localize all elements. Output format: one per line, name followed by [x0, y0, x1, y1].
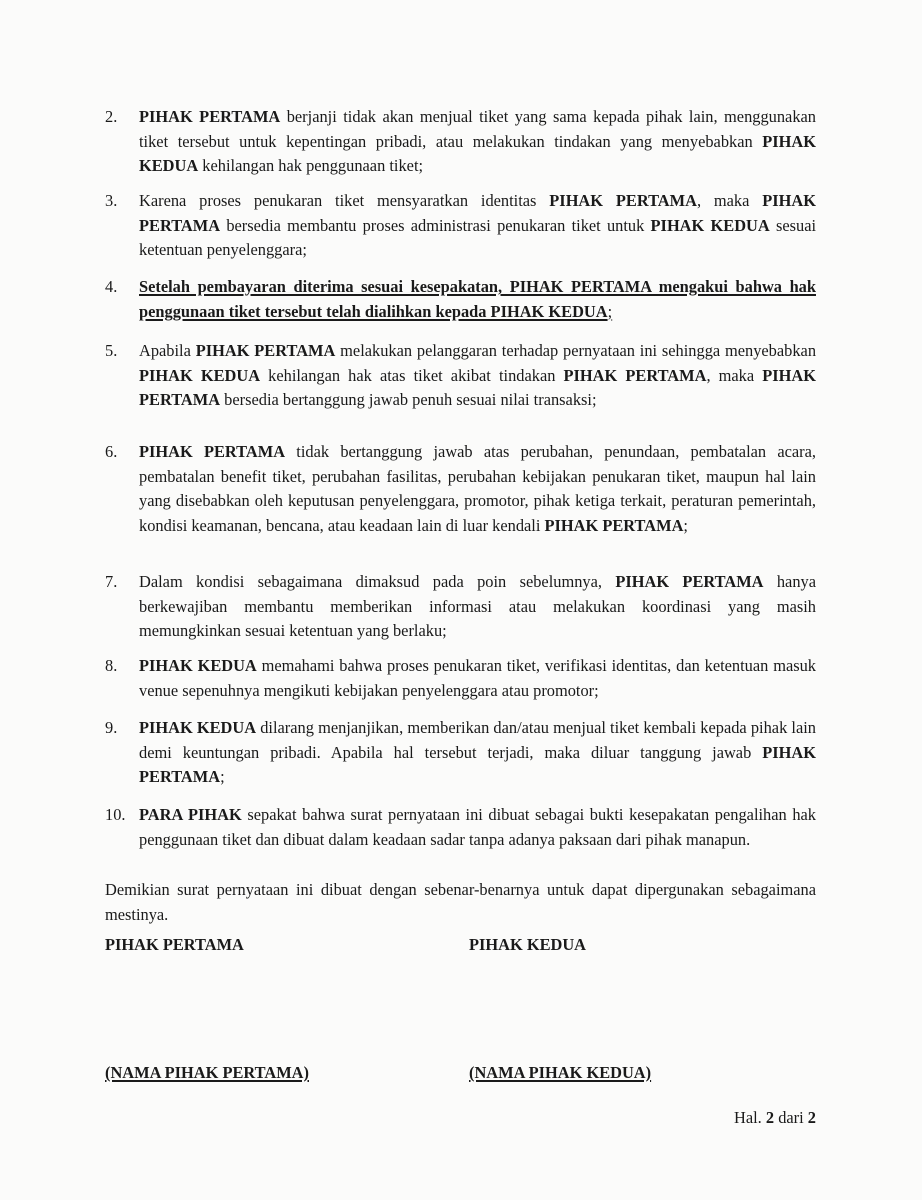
clause-bold-text: PIHAK PERTAMA — [563, 365, 707, 385]
clause-item — [105, 654, 816, 703]
clause-item — [105, 570, 816, 644]
page-prefix: Hal. — [734, 1108, 762, 1127]
clause-text — [139, 716, 816, 790]
clause-plain-text: memahami bahwa proses penukaran tiket, verifikasi identitas, dan ketentuan masuk venue sepenuhnya mengikuti kebijakan penyelenggara atau promotor; — [139, 656, 816, 700]
second-party-name: (NAMA PIHAK KEDUA) — [469, 1063, 652, 1082]
clause-text — [139, 275, 816, 324]
clause-plain-text: hanya berkewajiban membantu memberikan informasi atau melakukan koordinasi yang masih memungkinkan sesuai ketentuan yang berlaku; — [139, 572, 816, 640]
clause-text — [139, 654, 816, 703]
clause-bold-text: PIHAK PERTAMA — [195, 341, 336, 360]
clause-bold-text: PIHAK PERTAMA — [139, 442, 286, 461]
second-party-label: PIHAK KEDUA — [469, 935, 587, 954]
clause-number: 6. — [105, 442, 118, 461]
page-total: 2 — [807, 1108, 816, 1127]
clause-item — [105, 440, 816, 538]
clause-plain-text: bersedia bertanggung jawab penuh sesuai nilai transaksi; — [220, 390, 597, 409]
clause-bold-text: PIHAK PERTAMA — [139, 365, 816, 409]
clause-number: 4. — [105, 277, 118, 296]
first-party-name: (NAMA PIHAK PERTAMA) — [105, 1063, 309, 1082]
clause-text — [139, 803, 816, 852]
clause-plain-text: Dalam kondisi sebagaimana dimaksud pada poin sebelumnya, — [139, 572, 616, 591]
clause-item — [105, 716, 816, 790]
closing-statement: Demikian surat pernyataan ini dibuat dengan sebenar-benarnya untuk dapat dipergunakan sebagaimana mestinya. — [105, 880, 816, 924]
clause-plain-text: ; — [607, 301, 613, 321]
clause-bold-text: PIHAK PERTAMA — [549, 191, 697, 210]
clause-bold-text: PIHAK PERTAMA — [139, 107, 281, 126]
page-number — [734, 1108, 816, 1128]
clause-number: 2. — [105, 107, 118, 126]
clause-text — [139, 440, 816, 538]
clause-number: 8. — [105, 656, 118, 675]
clause-item — [105, 189, 816, 263]
clause-bold-text: PIHAK PERTAMA — [544, 515, 684, 535]
clause-number: 3. — [105, 191, 118, 210]
clause-number: 5. — [105, 341, 118, 360]
clause-item — [105, 105, 816, 179]
clause-number: 9. — [105, 718, 118, 737]
clause-plain-text: ; — [220, 767, 225, 786]
clause-bold-text: PIHAK KEDUA — [139, 365, 261, 385]
clause-plain-text: , maka — [706, 365, 763, 385]
clause-plain-text: sepakat bahwa surat pernyataan ini dibuat sebagai bukti kesepakatan pengalihan hak penggunaan tiket dan dibuat dalam keadaan sadar tanpa adanya paksaan dari pihak manapun. — [139, 805, 816, 849]
clause-text — [139, 570, 816, 644]
clause-bold-text: PIHAK KEDUA — [139, 656, 257, 675]
first-party-label: PIHAK PERTAMA — [105, 935, 244, 954]
clause-bold-text: PIHAK PERTAMA — [139, 742, 816, 786]
clause-plain-text: , maka — [696, 191, 763, 210]
clause-bold-text: PIHAK KEDUA — [650, 215, 770, 235]
clause-plain-text: berjanji tidak akan menjual tiket yang sama kepada pihak lain, menggunakan tiket tersebut untuk kepentingan pribadi, atau melakukan tindakan yang menyebabkan — [139, 107, 816, 151]
clause-plain-text: ; — [683, 515, 688, 535]
clause-bold-text: PIHAK KEDUA — [139, 131, 816, 175]
clause-text — [139, 339, 816, 413]
clause-item — [105, 275, 816, 324]
clause-bold-text: PARA PIHAK — [139, 805, 242, 824]
clause-bold-text: PIHAK KEDUA — [139, 718, 257, 737]
clause-plain-text: kehilangan hak penggunaan tiket; — [198, 156, 424, 175]
clause-number: 10. — [105, 805, 126, 824]
clause-plain-text: bersedia membantu proses administrasi penukaran tiket untuk — [220, 215, 651, 235]
clause-item — [105, 339, 816, 413]
clause-text — [139, 105, 816, 179]
clause-plain-text: sesuai ketentuan penyelenggara; — [139, 215, 817, 259]
clause-bold-text: PIHAK PERTAMA — [139, 191, 816, 235]
page-current: 2 — [765, 1108, 775, 1127]
clause-plain-text: Apabila — [139, 341, 196, 360]
clause-plain-text: Karena proses penukaran tiket mensyaratkan identitas — [139, 191, 550, 210]
clause-plain-text: dilarang menjanjikan, memberikan dan/atau menjual tiket kembali kepada pihak lain demi keuntungan pribadi. Apabila hal tersebut terjadi, maka diluar tanggung jawab — [139, 718, 816, 762]
clause-plain-text: kehilangan hak atas tiket akibat tindakan — [260, 365, 564, 385]
clause-plain-text: melakukan pelanggaran terhadap pernyataan ini sehingga menyebabkan — [335, 341, 817, 360]
clause-bold-text: PIHAK PERTAMA — [615, 572, 764, 591]
clause-bold-text: Setelah pembayaran diterima sesuai kesepakatan, PIHAK PERTAMA mengakui bahwa hak penggunaan tiket tersebut telah dialihkan kepada PIHAK KEDUA — [139, 277, 816, 321]
page-middle: dari — [778, 1108, 804, 1127]
clause-number: 7. — [105, 572, 118, 591]
clause-plain-text: tidak bertanggung jawab atas perubahan, penundaan, pembatalan acara, pembatalan benefit tiket, perubahan fasilitas, perubahan kebijakan penukaran tiket, maupun hal lain yang disebabkan oleh keputusan penyelenggara, promotor, pihak ketiga terkait, peraturan pemerintah, kondisi keamanan, bencana, atau keadaan lain di luar kendali — [139, 442, 816, 535]
clause-text — [139, 189, 816, 263]
clause-item — [105, 803, 816, 852]
